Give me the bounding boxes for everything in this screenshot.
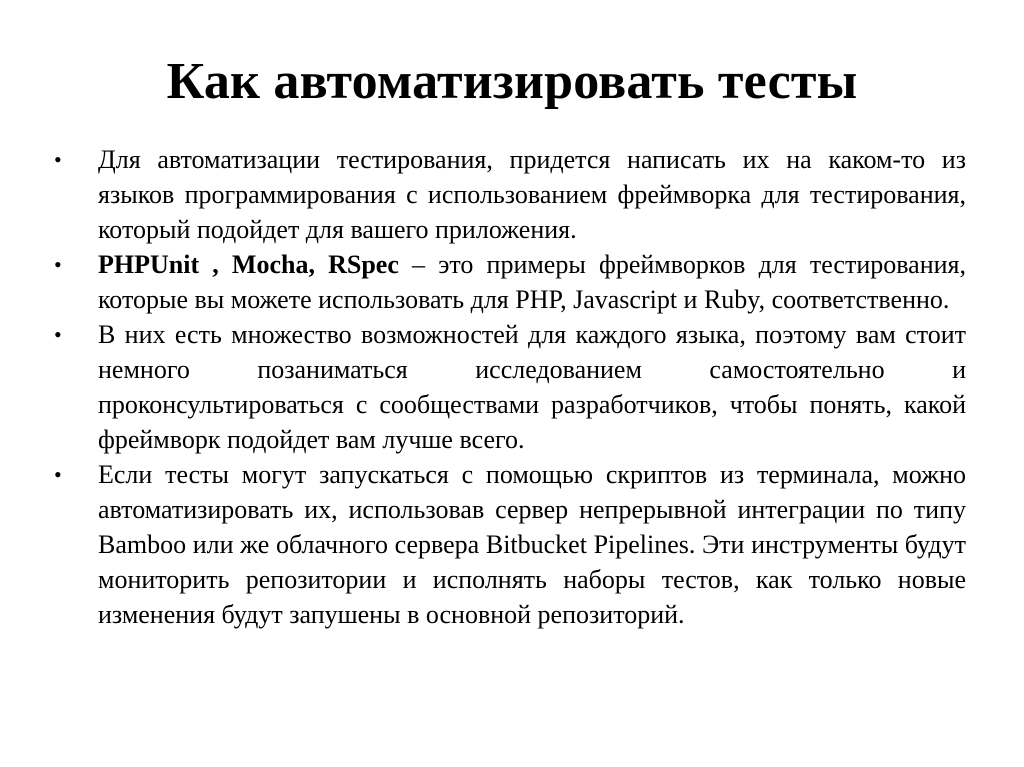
bullet-marker: •	[54, 322, 62, 347]
bullet-marker: •	[54, 147, 62, 172]
bullet-list	[54, 142, 967, 632]
bullet-text: Если тесты могут запускаться с помощью скриптов из терминала, можно автоматизировать их, использовав сервер непрерывной интеграции по типу Bamboo или же облачного сервера Bitbucket Pipelines. Эти инструменты будут мониторить репозитории и исполнять наборы тестов, как только новые изменения будут запушены в основной репозиторий.	[98, 460, 966, 629]
bullet-marker: •	[54, 252, 62, 277]
bullet-text: – это примеры фреймворков для тестирования, которые вы можете использовать для PHP, Javascript и Ruby, соответственно.	[98, 250, 967, 314]
bullet-text: Для автоматизации тестирования, придется написать их на каком-то из языков программирования с использованием фреймворка для тестирования, который подойдет для вашего приложения.	[98, 145, 966, 244]
bullet-marker: •	[54, 462, 62, 487]
framework-names: PHPUnit , Mocha, RSpec	[98, 250, 399, 279]
bullet-item	[54, 247, 967, 317]
bullet-item	[54, 142, 966, 247]
bullet-item	[54, 457, 966, 632]
slide-title: Как автоматизировать тесты	[166, 53, 858, 110]
bullet-item	[54, 317, 966, 457]
bullet-text: В них есть множество возможностей для каждого языка, поэтому вам стоит немного позаниматься исследованием самостоятельно и проконсультироваться с сообществами разработчиков, чтобы понять, какой фреймворк подойдет вам лучше всего.	[98, 320, 966, 454]
